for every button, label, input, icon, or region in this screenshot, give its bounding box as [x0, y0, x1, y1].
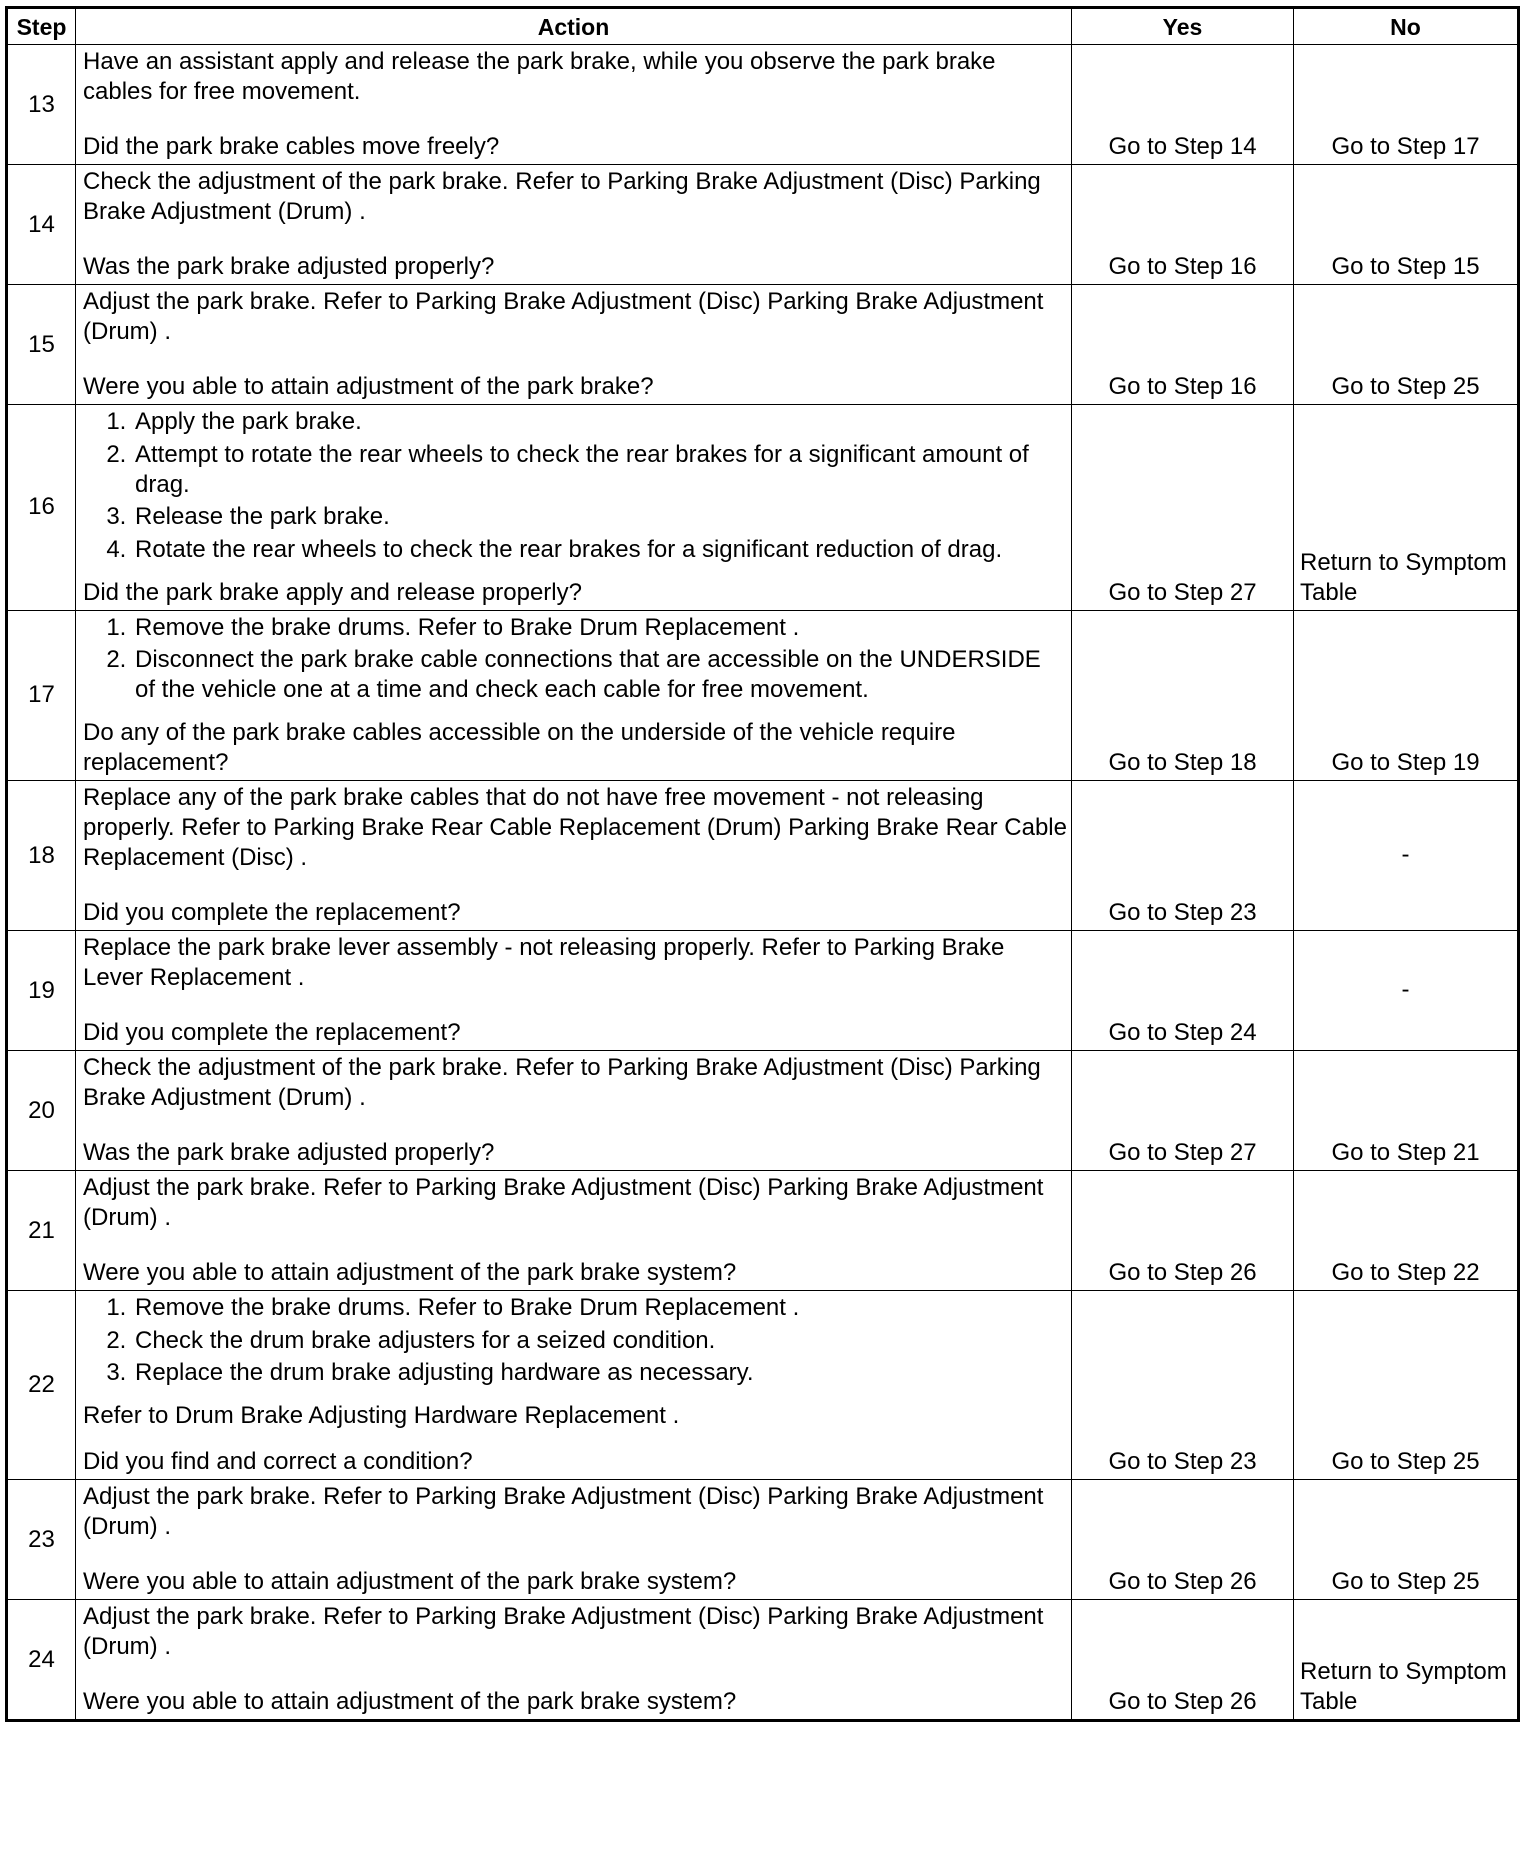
- action-steps-list: [83, 613, 1067, 706]
- yes-cell: Go to Step 26: [1072, 1171, 1294, 1291]
- step-number: 19: [7, 931, 76, 1051]
- no-cell: Go to Step 19: [1294, 610, 1519, 781]
- action-cell: [76, 285, 1072, 405]
- action-step: 1. Remove the brake drums. Refer to Brake Drum Replacement .: [133, 1293, 1067, 1323]
- step-number: 20: [7, 1051, 76, 1171]
- yes-cell: Go to Step 16: [1072, 285, 1294, 405]
- table-row: [7, 1051, 1519, 1171]
- action-cell: [76, 610, 1072, 781]
- yes-cell: Go to Step 26: [1072, 1600, 1294, 1721]
- action-text: Check the adjustment of the park brake. Refer to Parking Brake Adjustment (Disc) Parking Brake Adjustment (Drum) .: [83, 1054, 1041, 1111]
- table-row: [7, 931, 1519, 1051]
- action-step: 2. Attempt to rotate the rear wheels to check the rear brakes for a significant amount of drag.: [133, 440, 1067, 500]
- step-number: 24: [7, 1600, 76, 1721]
- action-question: Were you able to attain adjustment of the park brake?: [83, 373, 654, 400]
- action-step: 2. Check the drum brake adjusters for a seized condition.: [133, 1326, 1067, 1356]
- action-text: Replace the park brake lever assembly - not releasing properly. Refer to Parking Brake Lever Replacement .: [83, 934, 1005, 991]
- action-steps-list: [83, 407, 1067, 565]
- action-text: Adjust the park brake. Refer to Parking Brake Adjustment (Disc) Parking Brake Adjustment (Drum) .: [83, 288, 1044, 345]
- action-question: Was the park brake adjusted properly?: [83, 1139, 495, 1166]
- yes-cell: Go to Step 18: [1072, 610, 1294, 781]
- step-number: 13: [7, 45, 76, 165]
- no-cell: Return to Symptom Table: [1294, 1600, 1519, 1721]
- action-question: Were you able to attain adjustment of the park brake system?: [83, 1688, 737, 1715]
- action-cell: [76, 405, 1072, 611]
- action-question: Did you complete the replacement?: [83, 1019, 461, 1046]
- table-row: [7, 1480, 1519, 1600]
- action-step: 2. Disconnect the park brake cable connections that are accessible on the UNDERSIDE of the vehicle one at a time and check each cable for free movement.: [133, 645, 1067, 705]
- header-action: Action: [76, 8, 1072, 45]
- step-number: 15: [7, 285, 76, 405]
- action-text: Check the adjustment of the park brake. Refer to Parking Brake Adjustment (Disc) Parking Brake Adjustment (Drum) .: [83, 168, 1041, 225]
- action-steps-list: [83, 1293, 1067, 1388]
- table-row: [7, 1171, 1519, 1291]
- step-number: 14: [7, 165, 76, 285]
- action-cell: [76, 781, 1072, 931]
- header-yes: Yes: [1072, 8, 1294, 45]
- action-cell: [76, 1171, 1072, 1291]
- table-row: [7, 285, 1519, 405]
- no-cell: Go to Step 25: [1294, 1291, 1519, 1480]
- action-step: 4. Rotate the rear wheels to check the rear brakes for a significant reduction of drag.: [133, 535, 1067, 565]
- yes-cell: Go to Step 26: [1072, 1480, 1294, 1600]
- yes-cell: Go to Step 24: [1072, 931, 1294, 1051]
- table-row: [7, 165, 1519, 285]
- action-cell: [76, 1051, 1072, 1171]
- yes-cell: Go to Step 23: [1072, 781, 1294, 931]
- yes-cell: Go to Step 16: [1072, 165, 1294, 285]
- table-row: [7, 1291, 1519, 1480]
- action-text: Replace any of the park brake cables that do not have free movement - not releasing properly. Refer to Parking Brake Rear Cable Replacement (Drum) Parking Brake Rear Cable Replacement (Disc) .: [83, 784, 1067, 871]
- step-number: 21: [7, 1171, 76, 1291]
- action-question: Did the park brake apply and release properly?: [83, 578, 582, 606]
- action-question: Were you able to attain adjustment of the park brake system?: [83, 1568, 737, 1595]
- step-number: 23: [7, 1480, 76, 1600]
- action-question: Were you able to attain adjustment of the park brake system?: [83, 1259, 737, 1286]
- action-question: Did you complete the replacement?: [83, 899, 461, 926]
- no-cell: -: [1294, 931, 1519, 1051]
- action-text: Adjust the park brake. Refer to Parking Brake Adjustment (Disc) Parking Brake Adjustment (Drum) .: [83, 1603, 1044, 1660]
- yes-cell: Go to Step 14: [1072, 45, 1294, 165]
- table-row: [7, 610, 1519, 781]
- header-row: [7, 8, 1519, 45]
- action-cell: [76, 1480, 1072, 1600]
- no-cell: Go to Step 25: [1294, 1480, 1519, 1600]
- action-question: Do any of the park brake cables accessible on the underside of the vehicle require replacement?: [83, 719, 956, 776]
- no-cell: -: [1294, 781, 1519, 931]
- action-text: Adjust the park brake. Refer to Parking Brake Adjustment (Disc) Parking Brake Adjustment (Drum) .: [83, 1483, 1044, 1540]
- no-cell: Return to Symptom Table: [1294, 405, 1519, 611]
- diagnostic-table: [5, 6, 1520, 1722]
- no-cell: Go to Step 22: [1294, 1171, 1519, 1291]
- action-cell: [76, 1600, 1072, 1721]
- no-cell: Go to Step 21: [1294, 1051, 1519, 1171]
- no-cell: Go to Step 15: [1294, 165, 1519, 285]
- table-row: [7, 1600, 1519, 1721]
- step-number: 18: [7, 781, 76, 931]
- no-cell: Go to Step 25: [1294, 285, 1519, 405]
- step-number: 16: [7, 405, 76, 611]
- table-row: [7, 45, 1519, 165]
- action-text: Adjust the park brake. Refer to Parking Brake Adjustment (Disc) Parking Brake Adjustment (Drum) .: [83, 1174, 1044, 1231]
- step-number: 17: [7, 610, 76, 781]
- action-step: 3. Release the park brake.: [133, 502, 1067, 532]
- action-cell: [76, 165, 1072, 285]
- diagnostic-table-page: [5, 6, 1517, 1722]
- step-number: 22: [7, 1291, 76, 1480]
- action-note: Refer to Drum Brake Adjusting Hardware Replacement .: [83, 1402, 680, 1429]
- action-step: 1. Remove the brake drums. Refer to Brake Drum Replacement .: [133, 613, 1067, 643]
- action-cell: [76, 931, 1072, 1051]
- yes-cell: Go to Step 27: [1072, 405, 1294, 611]
- action-question: Was the park brake adjusted properly?: [83, 253, 495, 280]
- action-cell: [76, 45, 1072, 165]
- yes-cell: Go to Step 23: [1072, 1291, 1294, 1480]
- header-no: No: [1294, 8, 1519, 45]
- action-step: 1. Apply the park brake.: [133, 407, 1067, 437]
- table-row: [7, 781, 1519, 931]
- yes-cell: Go to Step 27: [1072, 1051, 1294, 1171]
- header-step: Step: [7, 8, 76, 45]
- action-cell: [76, 1291, 1072, 1480]
- action-text: Have an assistant apply and release the park brake, while you observe the park brake cables for free movement.: [83, 48, 996, 105]
- action-question: Did the park brake cables move freely?: [83, 133, 500, 160]
- action-question: Did you find and correct a condition?: [83, 1448, 473, 1475]
- action-step: 3. Replace the drum brake adjusting hardware as necessary.: [133, 1358, 1067, 1388]
- table-row: [7, 405, 1519, 611]
- no-cell: Go to Step 17: [1294, 45, 1519, 165]
